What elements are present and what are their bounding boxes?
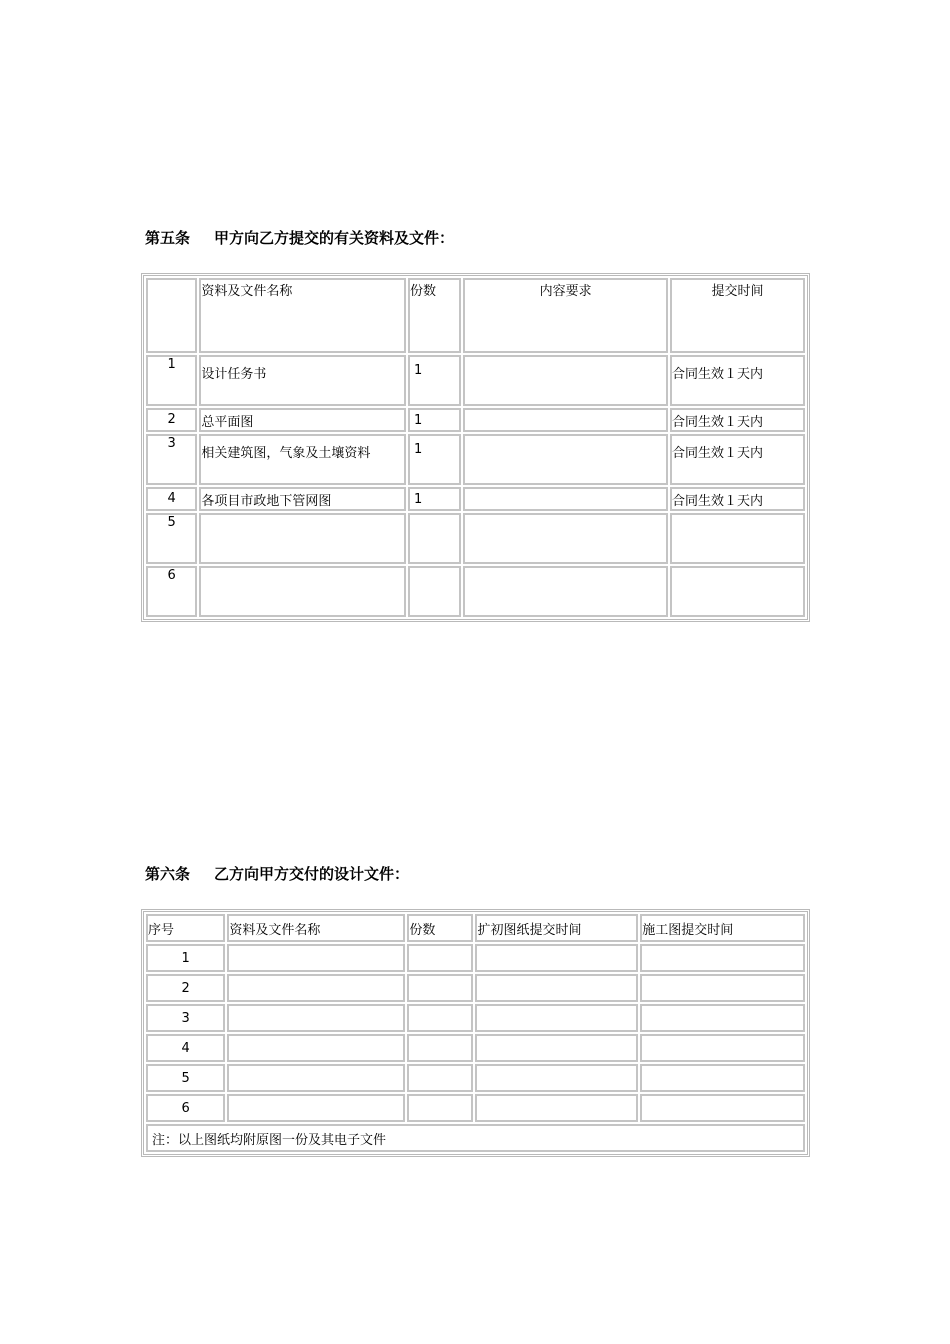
section6-table [141, 909, 810, 1157]
row-preliminary-time [475, 1004, 638, 1032]
table-row [146, 487, 805, 511]
row-copies [407, 1004, 473, 1032]
row-time: 合同生效１天内 [670, 355, 805, 406]
table-row [146, 1004, 805, 1032]
table-row [146, 1094, 805, 1122]
row-content [463, 513, 668, 564]
row-name [227, 1004, 405, 1032]
section5-heading [145, 227, 454, 248]
table-row [146, 566, 805, 617]
row-time [670, 566, 805, 617]
row-time: 合同生效１天内 [670, 408, 805, 432]
header-preliminary-time: 扩初图纸提交时间 [475, 914, 638, 942]
row-preliminary-time [475, 944, 638, 972]
row-time: 合同生效１天内 [670, 487, 805, 511]
row-construction-time [640, 944, 805, 972]
row-time [670, 513, 805, 564]
row-preliminary-time [475, 1064, 638, 1092]
row-name: 总平面图 [199, 408, 406, 432]
row-name: 各项目市政地下管网图 [199, 487, 406, 511]
row-name: 设计任务书 [199, 355, 406, 406]
table-row [146, 513, 805, 564]
header-content: 内容要求 [463, 278, 668, 353]
row-index: 1 [146, 944, 225, 972]
row-copies: 1 [408, 408, 461, 432]
header-index: 序号 [146, 914, 225, 942]
section5-label: 第五条 [145, 229, 191, 247]
section5-table [141, 273, 810, 622]
row-name [227, 944, 405, 972]
row-name [227, 974, 405, 1002]
row-construction-time [640, 974, 805, 1002]
row-construction-time [640, 1034, 805, 1062]
row-copies [407, 944, 473, 972]
row-copies: 1 [408, 355, 461, 406]
header-name: 资料及文件名称 [227, 914, 405, 942]
table-row [146, 1034, 805, 1062]
row-name [227, 1034, 405, 1062]
row-construction-time [640, 1094, 805, 1122]
row-copies [408, 566, 461, 617]
row-index: 3 [146, 434, 197, 485]
table-row [146, 434, 805, 485]
row-copies [407, 1064, 473, 1092]
row-copies [407, 1094, 473, 1122]
table-row [146, 355, 805, 406]
table-header-row [146, 278, 805, 353]
row-construction-time [640, 1064, 805, 1092]
row-name [199, 513, 406, 564]
row-content [463, 434, 668, 485]
row-preliminary-time [475, 974, 638, 1002]
row-index: 5 [146, 1064, 225, 1092]
header-copies: 份数 [408, 278, 461, 353]
header-construction-time: 施工图提交时间 [640, 914, 805, 942]
table-header-row [146, 914, 805, 942]
header-name: 资料及文件名称 [199, 278, 406, 353]
row-construction-time [640, 1004, 805, 1032]
header-index [146, 278, 197, 353]
row-copies [408, 513, 461, 564]
row-index: 3 [146, 1004, 225, 1032]
header-time: 提交时间 [670, 278, 805, 353]
section6-title: 乙方向甲方交付的设计文件： [214, 865, 410, 883]
row-preliminary-time [475, 1034, 638, 1062]
row-copies [407, 974, 473, 1002]
section6-heading [145, 863, 409, 884]
row-preliminary-time [475, 1094, 638, 1122]
row-copies: 1 [408, 487, 461, 511]
row-content [463, 566, 668, 617]
row-name [227, 1064, 405, 1092]
row-index: 2 [146, 408, 197, 432]
table-note-row [146, 1124, 805, 1152]
row-index: 6 [146, 566, 197, 617]
row-index: 2 [146, 974, 225, 1002]
row-index: 4 [146, 1034, 225, 1062]
row-copies [407, 1034, 473, 1062]
table-row [146, 974, 805, 1002]
row-time: 合同生效１天内 [670, 434, 805, 485]
section6-label: 第六条 [145, 865, 191, 883]
row-index: 6 [146, 1094, 225, 1122]
row-content [463, 408, 668, 432]
row-name [227, 1094, 405, 1122]
table-row [146, 944, 805, 972]
row-name [199, 566, 406, 617]
row-index: 1 [146, 355, 197, 406]
section5-title: 甲方向乙方提交的有关资料及文件： [214, 229, 455, 247]
table-row [146, 408, 805, 432]
row-content [463, 487, 668, 511]
row-content [463, 355, 668, 406]
row-index: 5 [146, 513, 197, 564]
row-copies: 1 [408, 434, 461, 485]
header-copies: 份数 [407, 914, 473, 942]
table-note: 注：以上图纸均附原图一份及其电子文件 [146, 1124, 805, 1152]
row-index: 4 [146, 487, 197, 511]
table-row [146, 1064, 805, 1092]
row-name: 相关建筑图，气象及土壤资料 [199, 434, 406, 485]
